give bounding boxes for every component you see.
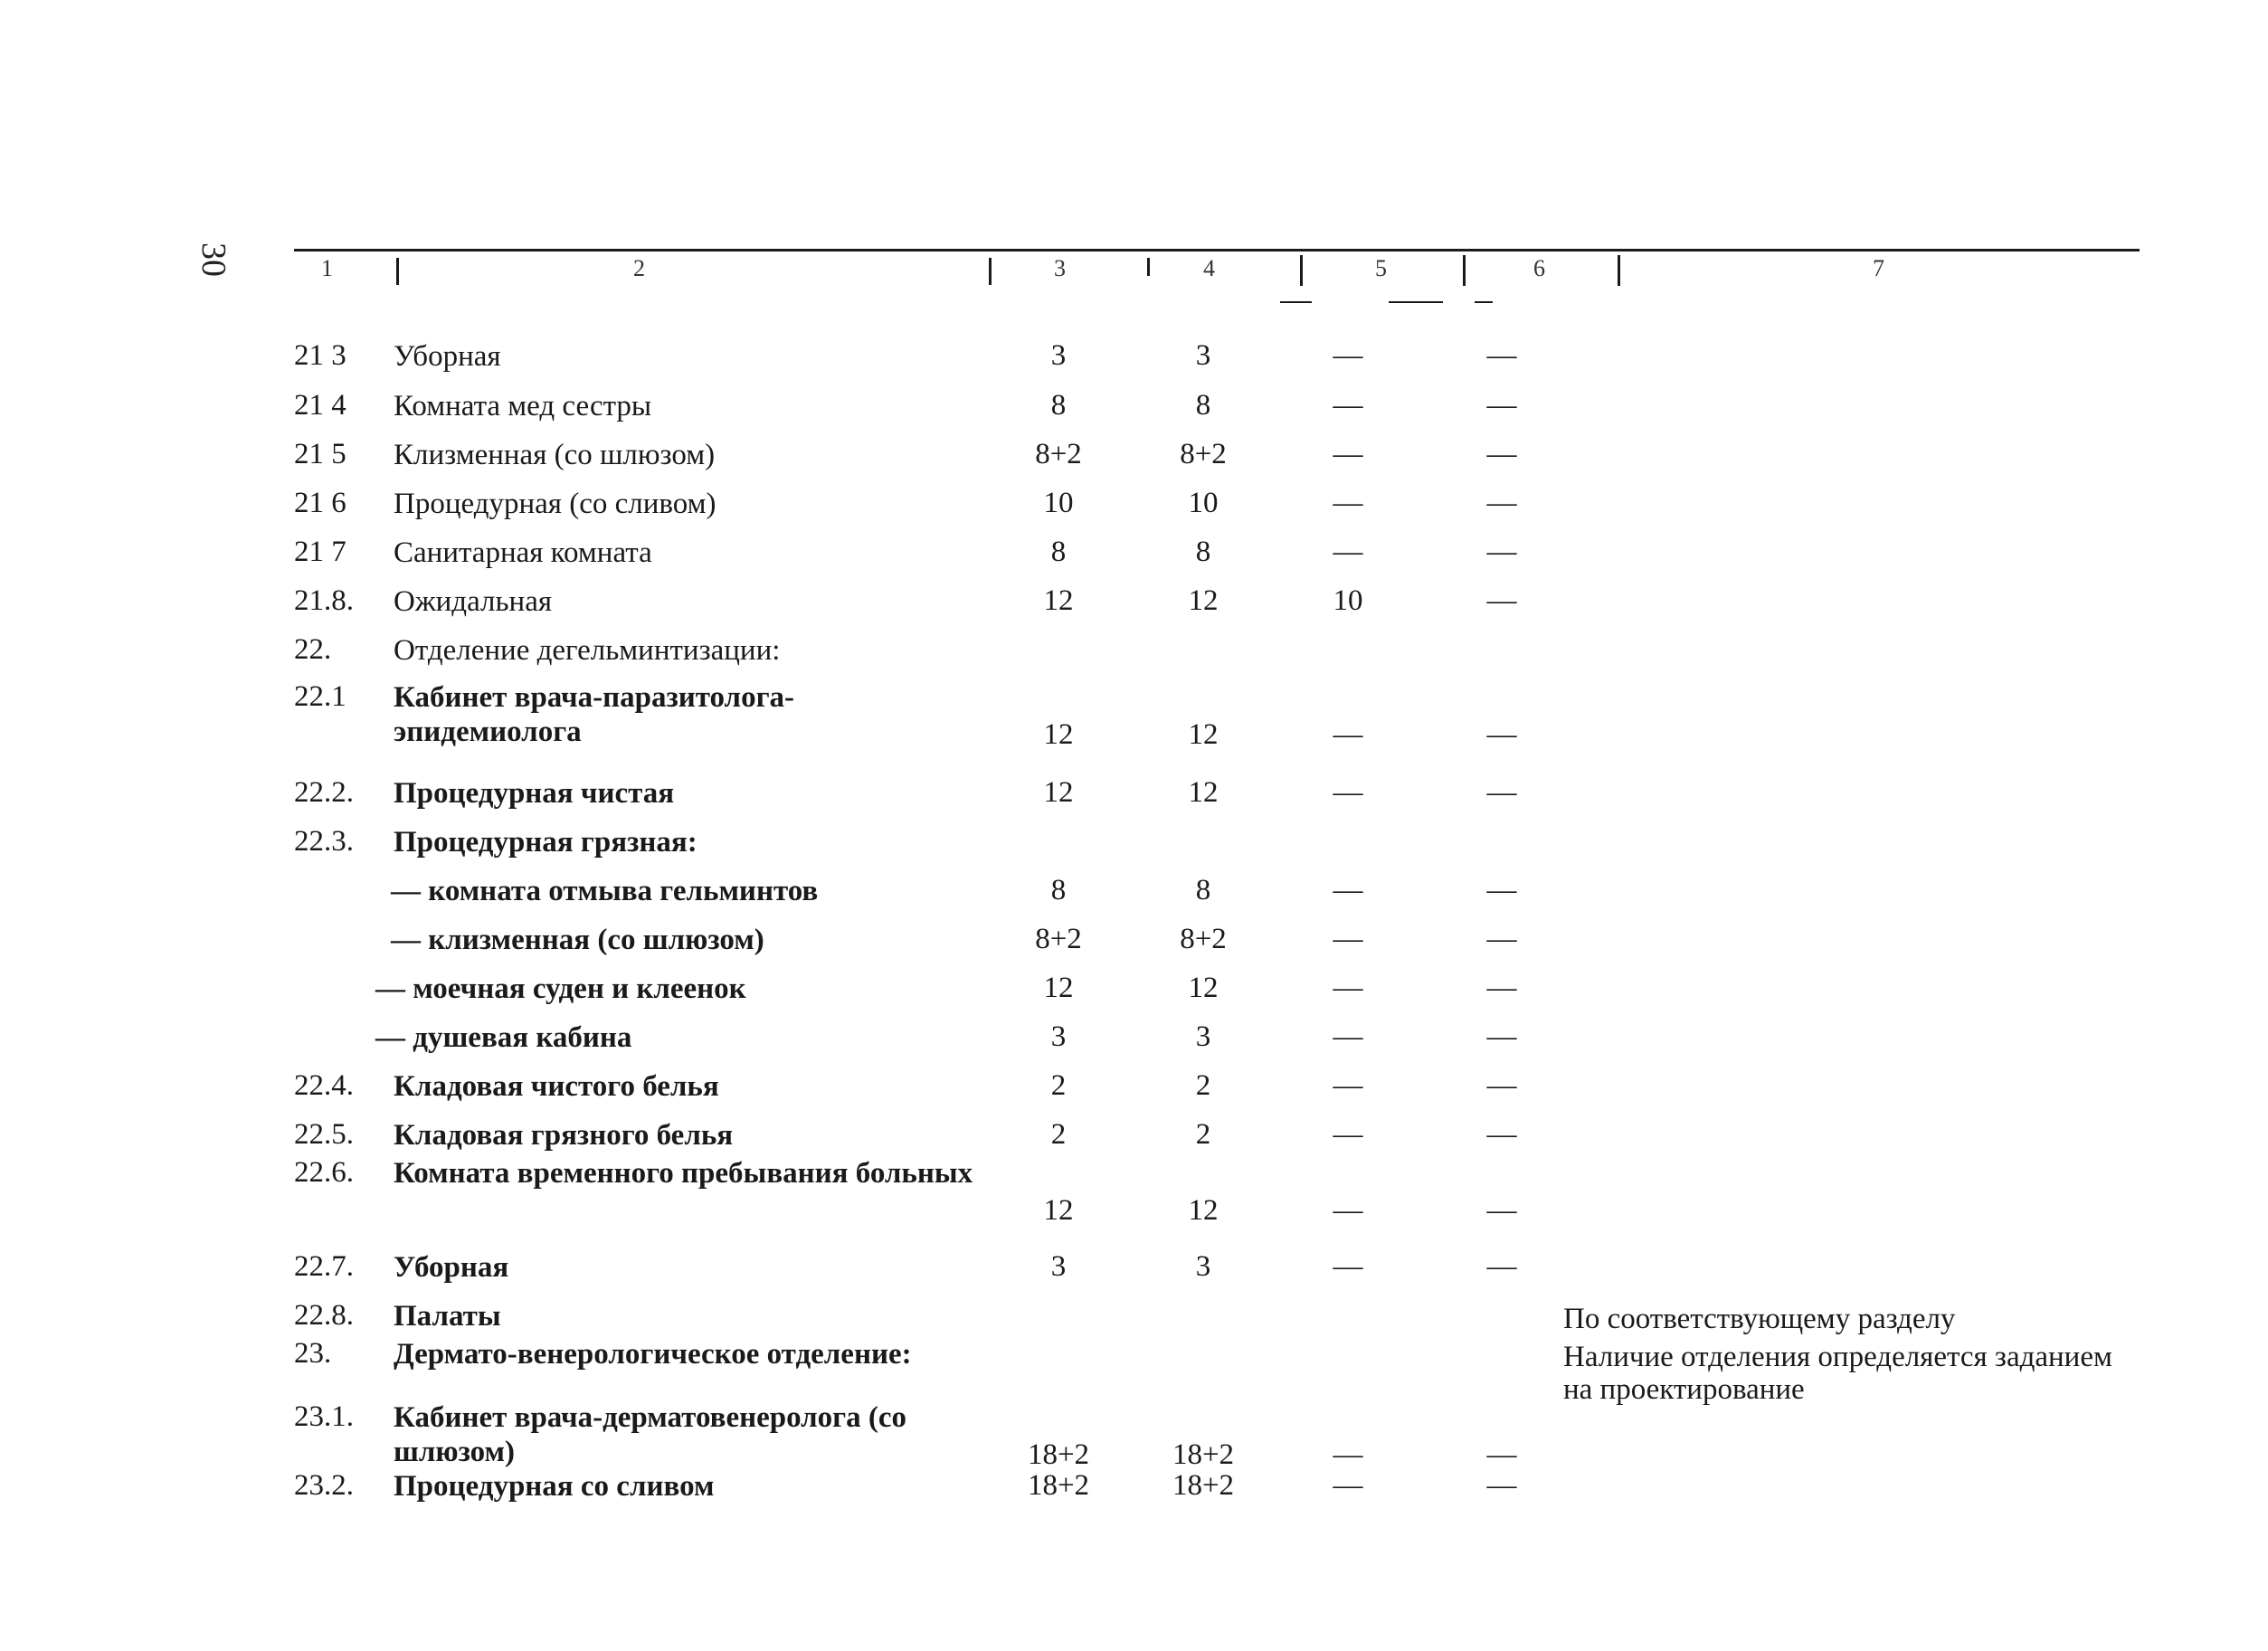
cell-c6: —	[1486, 718, 1517, 751]
row-name: Процедурная грязная:	[394, 826, 697, 859]
header-col-4: 4	[1203, 255, 1215, 281]
row-name: — моечная суден и клеенок	[375, 973, 746, 1005]
cell-c5: —	[1333, 874, 1363, 906]
cell-c3: 2	[1050, 1118, 1067, 1151]
cell-c6: —	[1486, 972, 1517, 1004]
cell-c5: —	[1333, 536, 1363, 568]
cell-c3: 8	[1050, 389, 1067, 422]
cell-c5: —	[1333, 776, 1363, 809]
header-separator	[1618, 255, 1620, 286]
header-separator	[989, 258, 992, 285]
header-underline	[1475, 301, 1493, 303]
row-number: 22.7.	[294, 1250, 354, 1283]
cell-c4: 2	[1195, 1069, 1211, 1102]
header-underline	[1280, 301, 1312, 303]
row-name: Кладовая чистого белья	[394, 1070, 719, 1103]
page-number: 30	[195, 242, 232, 277]
cell-c4: 3	[1195, 1020, 1211, 1053]
cell-c6: —	[1486, 339, 1517, 372]
cell-c5: —	[1333, 438, 1363, 470]
row-name: Кладовая грязного белья	[394, 1119, 734, 1152]
cell-c5: —	[1333, 339, 1363, 372]
cell-c4: 8	[1195, 389, 1211, 422]
cell-c5: —	[1333, 972, 1363, 1004]
row-name: Кабинет врача-дерматовенеролога (со шлюзом)	[394, 1401, 907, 1468]
row-name: Уборная	[394, 340, 501, 373]
header-separator	[396, 258, 399, 285]
cell-c5: —	[1333, 923, 1363, 955]
row-number: 22.6.	[294, 1156, 354, 1189]
row-number: 23.1.	[294, 1400, 354, 1433]
cell-c4: 12	[1188, 1194, 1219, 1227]
cell-c4: 18+2	[1172, 1469, 1235, 1502]
cell-c5: —	[1333, 1469, 1363, 1502]
cell-c4: 3	[1195, 339, 1211, 372]
row-number: 22.4.	[294, 1069, 354, 1102]
cell-c3: 12	[1043, 776, 1074, 809]
cell-c5: —	[1333, 1118, 1363, 1151]
row-number: 22.2.	[294, 776, 354, 809]
cell-c3: 8+2	[1035, 923, 1082, 955]
cell-c6: —	[1486, 874, 1517, 906]
row-note: По соответствующему разделу	[1563, 1303, 1956, 1335]
header-col-1: 1	[321, 255, 333, 281]
row-name: — клизменная (со шлюзом)	[391, 924, 764, 956]
cell-c4: 8+2	[1180, 923, 1227, 955]
row-name: Ожидальная	[394, 585, 553, 618]
cell-c5: —	[1333, 1020, 1363, 1053]
cell-c4: 8	[1195, 874, 1211, 906]
cell-c6: —	[1486, 584, 1517, 617]
header-col-3: 3	[1054, 255, 1066, 281]
cell-c4: 12	[1188, 776, 1219, 809]
header-col-2: 2	[633, 255, 645, 281]
cell-c4: 18+2	[1172, 1438, 1235, 1471]
cell-c5: —	[1333, 1250, 1363, 1283]
row-note: Наличие отделения определяется заданием на проектирование	[1563, 1341, 2112, 1406]
row-number: 23.2.	[294, 1469, 354, 1502]
cell-c6: —	[1486, 1194, 1517, 1227]
cell-c6: —	[1486, 1469, 1517, 1502]
row-name: Комната временного пребывания больных	[394, 1157, 973, 1190]
cell-c6: —	[1486, 1069, 1517, 1102]
cell-c3: 3	[1050, 339, 1067, 372]
row-name: Процедурная со сливом	[394, 1470, 715, 1503]
cell-c3: 12	[1043, 972, 1074, 1004]
cell-c5: —	[1333, 718, 1363, 751]
cell-c6: —	[1486, 1020, 1517, 1053]
cell-c4: 8+2	[1180, 438, 1227, 470]
cell-c3: 3	[1050, 1250, 1067, 1283]
row-name: Процедурная чистая	[394, 777, 675, 810]
header-col-6: 6	[1533, 255, 1545, 281]
row-name: — комната отмыва гельминтов	[391, 875, 819, 907]
cell-c4: 3	[1195, 1250, 1211, 1283]
row-name: Отделение дегельминтизации:	[394, 634, 781, 667]
cell-c4: 12	[1188, 584, 1219, 617]
cell-c3: 2	[1050, 1069, 1067, 1102]
header-separator	[1300, 255, 1303, 286]
cell-c6: —	[1486, 923, 1517, 955]
row-number: 22.3.	[294, 825, 354, 858]
row-number: 23.	[294, 1337, 332, 1370]
header-underline	[1389, 301, 1443, 303]
row-name: Кабинет врача-паразитолога-эпидемиолога	[394, 681, 795, 748]
row-number: 22.8.	[294, 1299, 354, 1332]
cell-c5: 10	[1333, 584, 1363, 617]
row-number: 21.8.	[294, 584, 354, 617]
row-name: Комната мед сестры	[394, 390, 652, 422]
cell-c6: —	[1486, 1118, 1517, 1151]
row-number: 22.	[294, 633, 332, 666]
cell-c3: 12	[1043, 718, 1074, 751]
row-name: Санитарная комната	[394, 536, 652, 569]
cell-c6: —	[1486, 776, 1517, 809]
table-top-rule	[294, 249, 2140, 251]
cell-c6: —	[1486, 389, 1517, 422]
row-name: — душевая кабина	[375, 1021, 632, 1054]
cell-c3: 12	[1043, 584, 1074, 617]
row-name: Процедурная (со сливом)	[394, 488, 716, 520]
row-name: Уборная	[394, 1251, 509, 1284]
cell-c5: —	[1333, 487, 1363, 519]
row-name: Палаты	[394, 1300, 501, 1333]
cell-c5: —	[1333, 1438, 1363, 1471]
row-number: 21 5	[294, 438, 346, 470]
cell-c3: 8	[1050, 874, 1067, 906]
cell-c4: 8	[1195, 536, 1211, 568]
cell-c4: 12	[1188, 972, 1219, 1004]
cell-c3: 10	[1043, 487, 1074, 519]
row-number: 21 3	[294, 339, 346, 372]
cell-c3: 18+2	[1027, 1469, 1090, 1502]
row-name: Клизменная (со шлюзом)	[394, 439, 716, 471]
cell-c3: 3	[1050, 1020, 1067, 1053]
row-number: 21 6	[294, 487, 346, 519]
row-number: 21 4	[294, 389, 346, 422]
header-separator	[1463, 255, 1466, 286]
cell-c5: —	[1333, 389, 1363, 422]
cell-c4: 2	[1195, 1118, 1211, 1151]
cell-c3: 12	[1043, 1194, 1074, 1227]
cell-c6: —	[1486, 438, 1517, 470]
row-number: 21 7	[294, 536, 346, 568]
cell-c3: 18+2	[1027, 1438, 1090, 1471]
header-col-7: 7	[1873, 255, 1884, 281]
cell-c6: —	[1486, 487, 1517, 519]
row-number: 22.1	[294, 680, 346, 713]
cell-c3: 8+2	[1035, 438, 1082, 470]
cell-c3: 8	[1050, 536, 1067, 568]
cell-c5: —	[1333, 1194, 1363, 1227]
cell-c4: 12	[1188, 718, 1219, 751]
cell-c5: —	[1333, 1069, 1363, 1102]
cell-c4: 10	[1188, 487, 1219, 519]
header-col-5: 5	[1375, 255, 1387, 281]
header-separator	[1147, 258, 1150, 276]
cell-c6: —	[1486, 1438, 1517, 1471]
row-name: Дермато-венерологическое отделение:	[394, 1338, 912, 1371]
row-number: 22.5.	[294, 1118, 354, 1151]
cell-c6: —	[1486, 536, 1517, 568]
cell-c6: —	[1486, 1250, 1517, 1283]
